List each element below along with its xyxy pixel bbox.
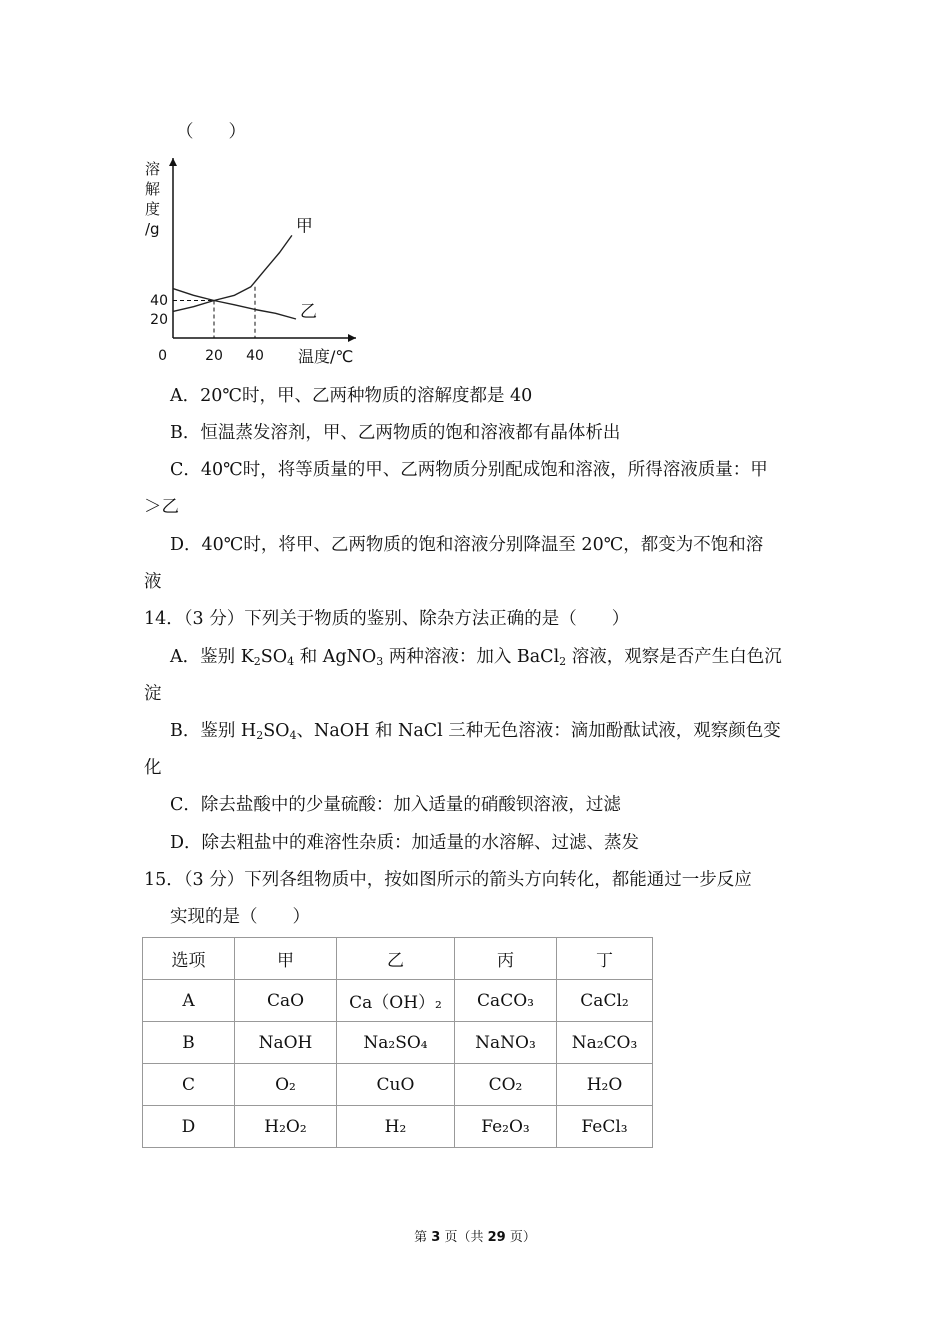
q14-option-d: D．除去粗盐中的难溶性杂质：加适量的水溶解、过滤、蒸发: [170, 833, 640, 853]
table-cell: CO₂: [455, 1064, 557, 1106]
q14-stem: 14．（3 分）下列关于物质的鉴别、除杂方法正确的是（ ）: [144, 609, 630, 629]
q13-stem-tail: （ ）: [176, 122, 246, 142]
table-cell: CuO: [337, 1064, 455, 1106]
table-cell: 丁: [557, 938, 653, 980]
table-row: [143, 1022, 653, 1064]
x-tick-label: 40: [246, 348, 264, 364]
chart-series: [173, 235, 296, 319]
table-cell: 选项: [143, 938, 235, 980]
y-axis-label: 度: [145, 200, 161, 218]
table-row: [143, 980, 653, 1022]
series-label: 甲: [295, 216, 313, 237]
table-cell: NaNO₃: [455, 1022, 557, 1064]
table-cell: D: [143, 1106, 235, 1148]
solubility-chart: [140, 150, 370, 370]
x-tick-label: 20: [205, 348, 223, 364]
q14-option-a-line2: 淀: [144, 684, 162, 704]
table-cell: 丙: [455, 938, 557, 980]
q13-option-a: A．20℃时，甲、乙两种物质的溶解度都是 40: [170, 386, 533, 406]
series-line-yi: [173, 289, 296, 319]
table-cell: CaO: [235, 980, 337, 1022]
table-cell: Ca（OH）₂: [337, 980, 455, 1022]
table-cell: Fe₂O₃: [455, 1106, 557, 1148]
y-tick-label: 20: [150, 312, 168, 328]
table-cell: C: [143, 1064, 235, 1106]
table-cell: H₂O: [557, 1064, 653, 1106]
y-tick-label: 40: [150, 293, 168, 309]
table-cell: H₂: [337, 1106, 455, 1148]
q13-option-b: B．恒温蒸发溶剂，甲、乙两物质的饱和溶液都有晶体析出: [170, 423, 621, 443]
table-cell: CaCl₂: [557, 980, 653, 1022]
q14-option-a-line1: A．鉴别 $K_2SO_4$ 和 AgNO$_3$ 两种溶液：加入 BaCl$_2$ 溶液，观察是否产生白色沉: [170, 647, 782, 668]
series-label: 乙: [300, 302, 317, 322]
chart-labels: [145, 160, 353, 366]
table-cell: H₂O₂: [235, 1106, 337, 1148]
table-row: [143, 1106, 653, 1148]
y-axis-label: 溶: [145, 160, 161, 178]
table-header-row: [143, 938, 653, 980]
chart-guide-lines: [173, 287, 255, 338]
x-axis-label: 温度/℃: [298, 347, 354, 366]
y-axis-label: /g: [145, 220, 160, 238]
q15-options-table: [142, 937, 653, 1148]
table-cell: 乙: [337, 938, 455, 980]
table-cell: A: [143, 980, 235, 1022]
table-cell: B: [143, 1022, 235, 1064]
page-footer: 第 3 页（共 29 页）: [414, 1230, 536, 1245]
q13-option-d-line1: D．40℃时，将甲、乙两物质的饱和溶液分别降温至 20℃，都变为不饱和溶: [170, 535, 764, 555]
table-cell: NaOH: [235, 1022, 337, 1064]
table-cell: CaCO₃: [455, 980, 557, 1022]
q14-option-b-line1: B．鉴别 $H_2SO_4$、NaOH 和 NaCl 三种无色溶液：滴加酚酞试液，观察颜色变: [170, 721, 781, 742]
table-cell: Na₂CO₃: [557, 1022, 653, 1064]
q14-option-c: C．除去盐酸中的少量硫酸：加入适量的硝酸钡溶液，过滤: [170, 795, 621, 815]
q13-option-d-line2: 液: [144, 572, 162, 592]
table-cell: FeCl₃: [557, 1106, 653, 1148]
table-cell: Na₂SO₄: [337, 1022, 455, 1064]
table-cell: 甲: [235, 938, 337, 980]
table-cell: O₂: [235, 1064, 337, 1106]
origin-label: 0: [158, 348, 167, 364]
q13-option-c-line2: ＞乙: [144, 497, 179, 517]
q15-stem-line1: 15．（3 分）下列各组物质中，按如图所示的箭头方向转化，都能通过一步反应: [144, 870, 752, 890]
q15-stem-line2: 实现的是（ ）: [170, 907, 310, 927]
q14-option-b-line2: 化: [144, 758, 162, 778]
q13-option-c-line1: C．40℃时，将等质量的甲、乙两物质分别配成饱和溶液，所得溶液质量：甲: [170, 460, 768, 480]
table-row: [143, 1064, 653, 1106]
y-axis-label: 解: [145, 180, 161, 198]
